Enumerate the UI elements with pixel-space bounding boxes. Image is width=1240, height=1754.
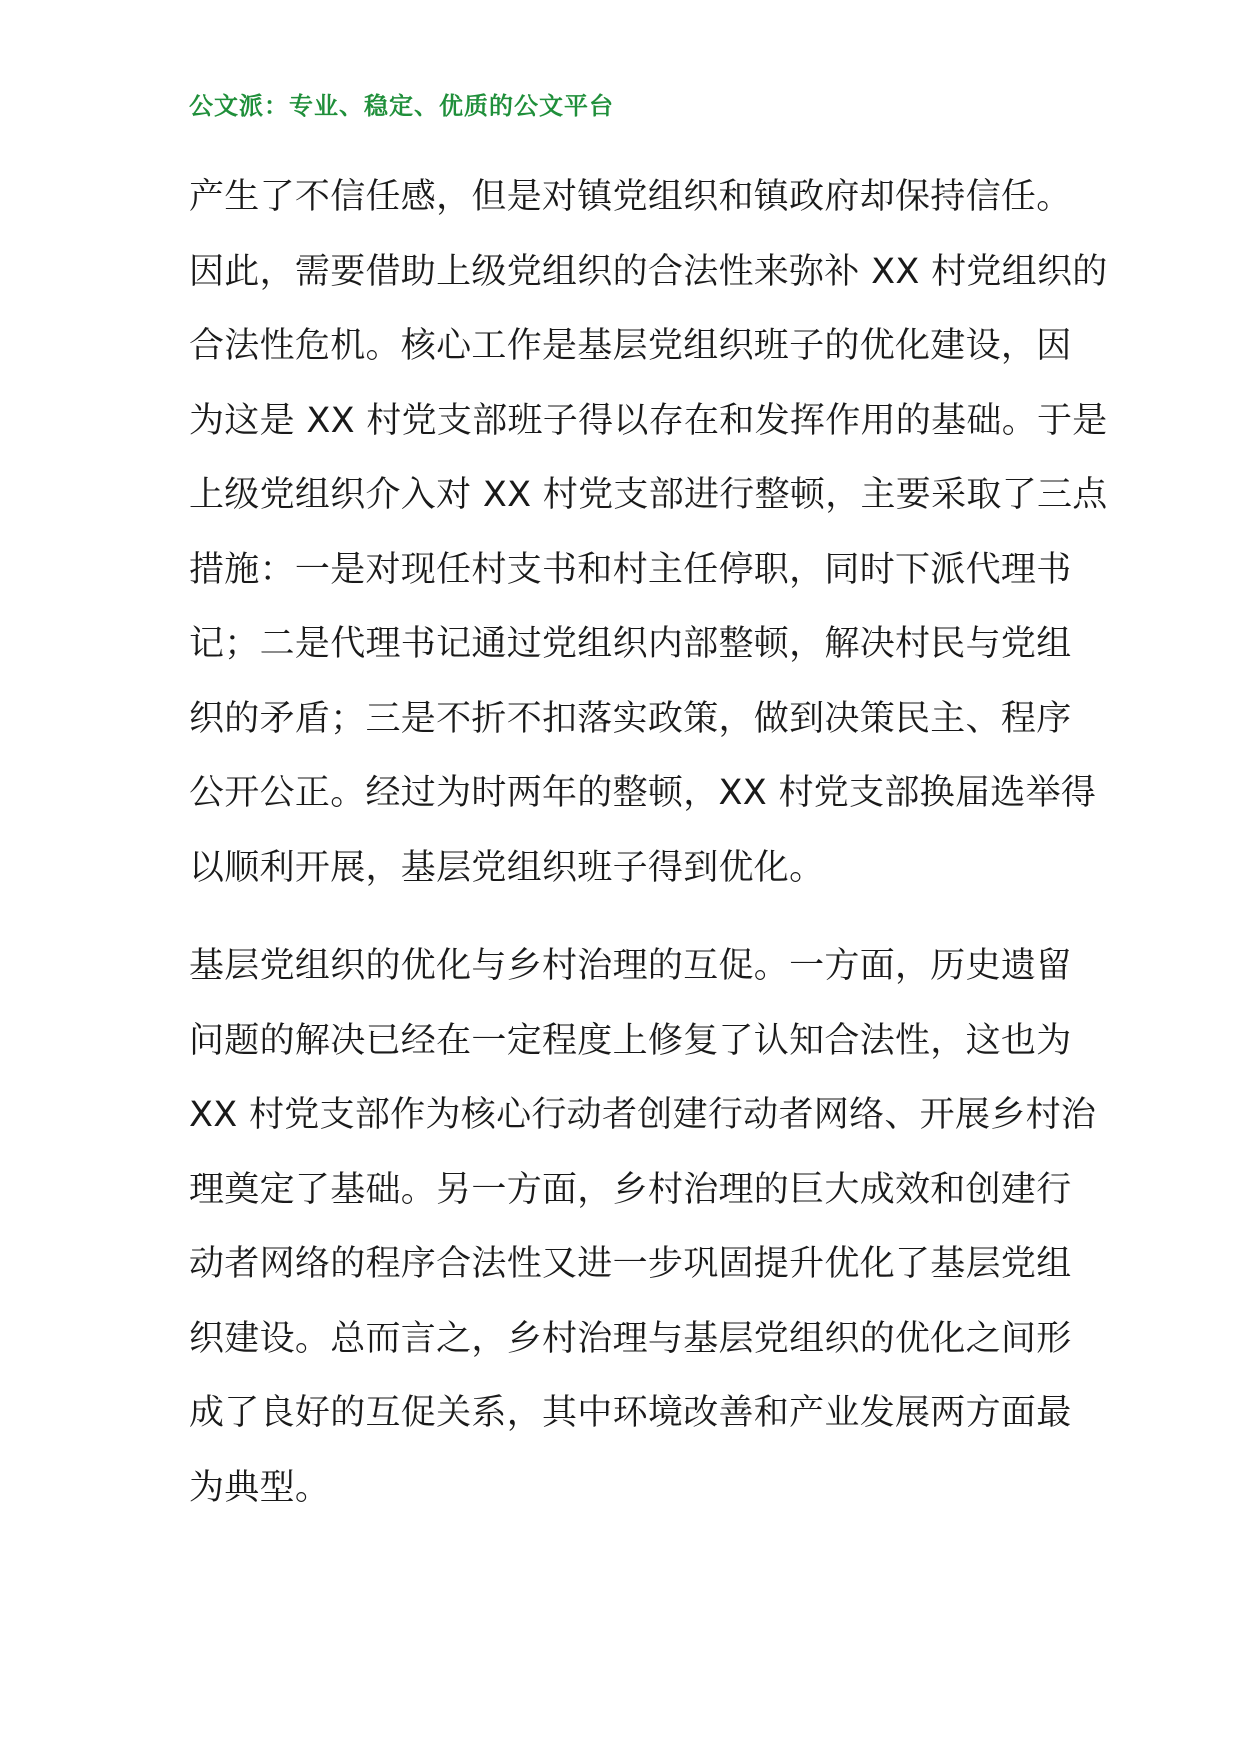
text-line: 为典型。 [189, 1467, 331, 1508]
text-line: 记；二是代理书记通过党组织内部整顿，解决村民与党组 [189, 624, 1072, 664]
text-line: 公开公正。经过为时两年的整顿，XX 村党支部换届选举得 [189, 773, 1097, 813]
text-line: 理奠定了基础。另一方面，乡村治理的巨大成效和创建行 [189, 1169, 1072, 1210]
text-line: XX 村党支部作为核心行动者创建行动者网络、开展乡村治 [189, 1095, 1097, 1135]
text-line: 上级党组织介入对 XX 村党支部进行整顿，主要采取了三点 [189, 475, 1108, 515]
paragraph-1 [189, 160, 1108, 905]
text-line: 问题的解决已经在一定程度上修复了认知合法性，这也为 [189, 1020, 1072, 1061]
text-line: 动者网络的程序合法性又进一步巩固提升优化了基层党组 [189, 1244, 1072, 1284]
paragraph-2 [189, 929, 1097, 1525]
text-line: 因此，需要借助上级党组织的合法性来弥补 XX 村党组织的 [189, 251, 1108, 292]
text-line: 合法性危机。核心工作是基层党组织班子的优化建设，因 [189, 326, 1072, 366]
text-line: 成了良好的互促关系，其中环境改善和产业发展两方面最 [189, 1393, 1072, 1433]
text-line: 以顺利开展，基层党组织班子得到优化。 [189, 847, 825, 888]
text-line: 织的矛盾；三是不折不扣落实政策，做到决策民主、程序 [189, 698, 1072, 739]
text-line: 措施：一是对现任村支书和村主任停职，同时下派代理书 [189, 549, 1072, 590]
text-line: 产生了不信任感，但是对镇党组织和镇政府却保持信任。 [189, 177, 1072, 217]
text-line: 为这是 XX 村党支部班子得以存在和发挥作用的基础。于是 [189, 400, 1108, 441]
text-line: 基层党组织的优化与乡村治理的互促。一方面，历史遗留 [189, 946, 1072, 986]
page-header-slogan: 公文派：专业、稳定、优质的公文平台 [189, 91, 614, 120]
text-line: 织建设。总而言之，乡村治理与基层党组织的优化之间形 [189, 1318, 1072, 1359]
